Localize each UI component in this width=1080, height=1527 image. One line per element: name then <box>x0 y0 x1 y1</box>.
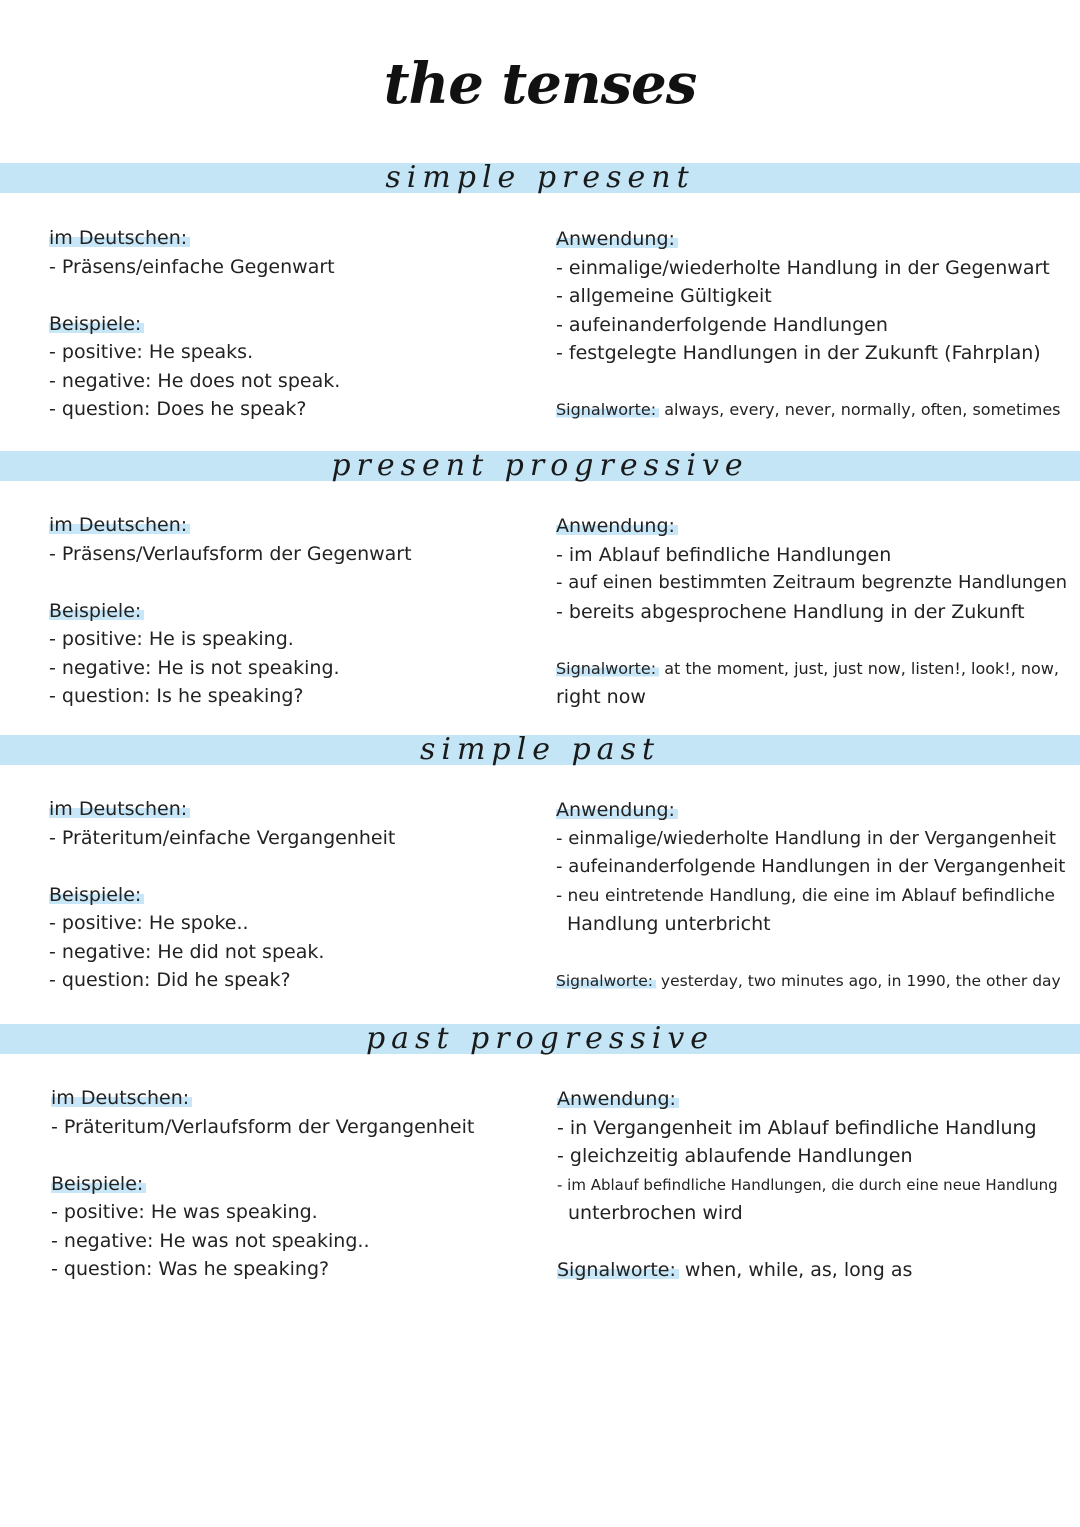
signal-words: always, every, never, normally, often, sometimes <box>659 400 1061 419</box>
examples-label: Beispiele: <box>49 600 144 622</box>
usage-line: - einmalige/wiederholte Handlung in der Vergangenheit <box>556 827 1056 849</box>
signal-words-continued: right now <box>556 686 646 708</box>
usage-line: - aufeinanderfolgende Handlungen <box>556 313 888 336</box>
example-question: - question: Is he speaking? <box>49 685 304 707</box>
page-title: the tenses <box>383 51 697 117</box>
german-item: - Präteritum/Verlaufsform der Vergangenheit <box>51 1115 475 1138</box>
german-item: - Präsens/einfache Gegenwart <box>49 255 335 278</box>
examples-label: Beispiele: <box>49 313 144 335</box>
usage-line-continued: Handlung unterbricht <box>567 913 771 935</box>
usage-line: - festgelegte Handlungen in der Zukunft (Fahrplan) <box>556 342 1041 364</box>
example-question: - question: Was he speaking? <box>51 1258 330 1280</box>
section-heading-simple-past: simple past <box>419 732 661 767</box>
usage-line: - im Ablauf befindliche Handlungen <box>556 543 892 566</box>
german-label: im Deutschen: <box>49 227 190 249</box>
signal-label: Signalworte: <box>556 659 659 678</box>
usage-line: - gleichzeitig ablaufende Handlungen <box>557 1145 913 1167</box>
example-positive: - positive: He is speaking. <box>49 628 294 650</box>
examples-label: Beispiele: <box>49 884 144 906</box>
section-right-past-progressive <box>557 1085 1067 1285</box>
section-right-simple-present <box>556 225 1066 425</box>
signal-words: at the moment, just, just now, listen!, look!, now, <box>659 658 1059 678</box>
signal-words: when, while, as, long as <box>678 1259 913 1281</box>
signal-words: yesterday, two minutes ago, in 1990, the other day <box>655 972 1061 990</box>
german-label: im Deutschen: <box>51 1087 192 1109</box>
usage-label: Anwendung: <box>556 799 678 821</box>
usage-line: - auf einen bestimmten Zeitraum begrenzte Handlungen <box>556 572 1068 593</box>
section-left-simple-past <box>49 795 509 995</box>
german-item: - Präteritum/einfache Vergangenheit <box>49 826 396 849</box>
example-positive: - positive: He was speaking. <box>51 1201 318 1223</box>
usage-line-continued: unterbrochen wird <box>568 1202 743 1224</box>
example-negative: - negative: He does not speak. <box>49 369 341 392</box>
usage-line: - einmalige/wiederholte Handlung in der Gegenwart <box>556 256 1050 279</box>
usage-line: - in Vergangenheit im Ablauf befindliche Handlung <box>557 1116 1037 1139</box>
usage-line: - allgemeine Gültigkeit <box>556 285 772 307</box>
example-question: - question: Does he speak? <box>49 398 307 420</box>
example-negative: - negative: He was not speaking.. <box>51 1229 370 1252</box>
example-negative: - negative: He did not speak. <box>49 940 325 963</box>
usage-line: - bereits abgesprochene Handlung in der Zukunft <box>556 600 1025 623</box>
signal-label: Signalworte: <box>556 400 659 419</box>
section-heading-simple-present: simple present <box>385 160 695 195</box>
section-right-present-progressive <box>556 512 1066 712</box>
german-label: im Deutschen: <box>49 514 190 536</box>
example-question: - question: Did he speak? <box>49 969 291 991</box>
section-left-past-progressive <box>51 1084 511 1284</box>
usage-label: Anwendung: <box>556 228 678 250</box>
example-positive: - positive: He speaks. <box>49 341 254 363</box>
german-label: im Deutschen: <box>49 798 190 820</box>
signal-label: Signalworte: <box>556 972 656 990</box>
usage-line: - aufeinanderfolgende Handlungen in der Vergangenheit <box>556 856 1066 877</box>
section-heading-past-progressive: past progressive <box>365 1021 715 1056</box>
section-heading-present-progressive: present progressive <box>331 448 749 483</box>
usage-label: Anwendung: <box>557 1088 679 1110</box>
section-left-simple-present <box>49 224 509 424</box>
usage-line: - neu eintretende Handlung, die eine im Ablauf befindliche <box>556 885 1055 906</box>
examples-label: Beispiele: <box>51 1173 146 1195</box>
signal-label: Signalworte: <box>557 1259 679 1281</box>
usage-line: - im Ablauf befindliche Handlungen, die durch eine neue Handlung <box>557 1175 1058 1194</box>
example-negative: - negative: He is not speaking. <box>49 656 340 679</box>
section-right-simple-past <box>556 796 1066 996</box>
german-item: - Präsens/Verlaufsform der Gegenwart <box>49 542 412 565</box>
usage-label: Anwendung: <box>556 515 678 537</box>
example-positive: - positive: He spoke.. <box>49 912 249 934</box>
section-left-present-progressive <box>49 511 509 711</box>
